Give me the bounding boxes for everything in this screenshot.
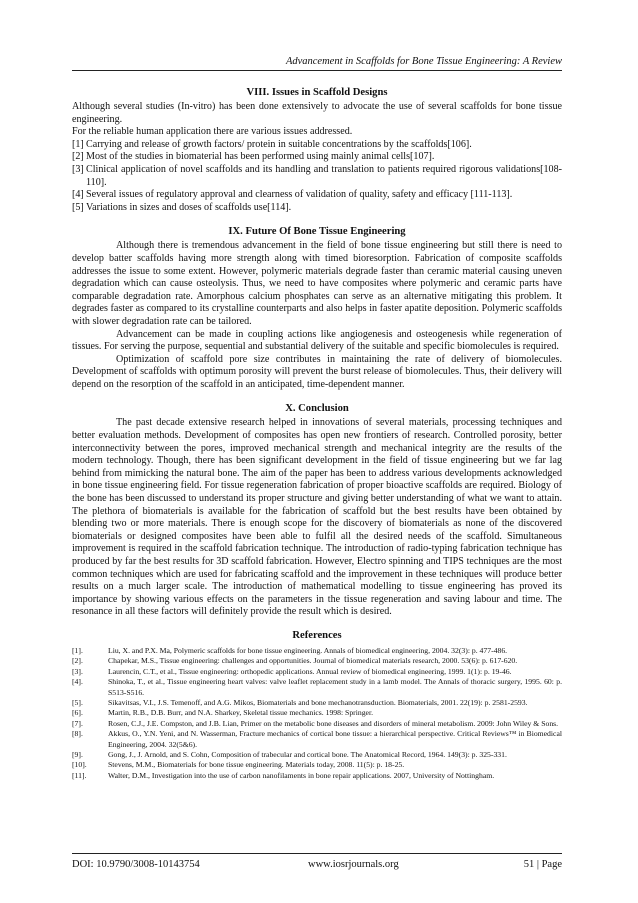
issue-item: [2] Most of the studies in biomaterial has been performed using mainly animal cells[107]. [72, 151, 435, 163]
reference-item: [9]. Gong, J., J. Arnold, and S. Cohn, Composition of trabecular and cortical bone. The Anatomical Record, 1964. 149(3): p. 325-331. [72, 750, 507, 760]
page-footer [72, 858, 562, 872]
section-8-title: VIII. Issues in Scaffold Designs [246, 87, 388, 98]
running-head: Advancement in Scaffolds for Bone Tissue Engineering: A Review [285, 56, 562, 67]
reference-item: [4]. Shinoka, T., et al., Tissue engineering heart valves: valve leaflet replacement study in a lamb model. The Annals of thoracic surgery, 1995. 60: p. S513-S516. [72, 677, 562, 697]
reference-item: [6]. Martin, R.B., D.B. Burr, and N.A. Sharkey, Skeletal tissue mechanics. 1998: Springer. [72, 708, 374, 718]
reference-item: [10]. Stevens, M.M., Biomaterials for bone tissue engineering. Materials today, 2008. 11(5): p. 18-25. [72, 760, 405, 770]
reference-item: [11]. Walter, D.M., Investigation into the use of carbon nanofilaments in bone repair applications. 2007, University of Nottingham. [72, 770, 495, 780]
issue-item: [5] Variations in sizes and doses of scaffolds use[114]. [72, 201, 292, 213]
section-9-paragraph: Optimization of scaffold pore size contributes in maintaining the rate of delivery of biomolecules. Development of scaffolds with optimum porosity will prevent the burst release of biomolecules. Thus, their delivery will depend on the resorption of the scaffold in an anticipated, time-dependent manner. [72, 353, 562, 390]
section-9-paragraph: Advancement can be made in coupling actions like angiogenesis and osteogenesis while regeneration of tissues. For serving the purpose, sequential and substantial delivery of the suitable and specific biomolecules is required. [72, 328, 562, 353]
footer-rule [72, 853, 562, 854]
header-rule [72, 70, 562, 71]
issue-item: [3] Clinical application of novel scaffolds and its handling and translation to patients required rigorous validations[108-110]. [72, 163, 562, 188]
section-8-intro: Although several studies (In-vitro) has been done extensively to advocate the use of several scaffolds for bone tissue engineering. [72, 101, 562, 125]
conclusion-paragraph: The past decade extensive research helped in innovations of several materials, processing techniques and better evaluation methods. Development of composites has open new frontiers of research. Controlled porosity, better interconnectivity between the pores, improved mechanical strength and mechanical integrity are the results of the modern technology. Though, there has been significant development in the field of tissue engineering but we far lag behind from mimicking the natural bone. The aim of the paper has been to address various developments acknowledged in bone tissue engineering field. For tissue regeneration fabrication of proper bioactive scaffolds are required. Biology of the bone has been discussed to understand its proper structure and giving better understanding of what we want to attain. The plethora of biomaterials is available for the fabrication of scaffold but the best results have been obtained by blending two or more materials. There is enough scope for the discovery of biomaterials as none of the discovered biomaterials or designed composites have been able to fulfil all the desired needs of the scaffold. Simultaneous improvement is required in the scaffold fabrication technique. The introduction of radio-typing fabrication technique has produced by far the best results for 3D scaffold fabrication. However, Electro spinning and TIPS techniques are the most common techniques which are used for fabricating scaffold and the improvement in these techniques will produce better results on a much larger scale. The introduction of mathematical modelling to tissue engineering has proved its importance by showing various effects on the parameters in the tissue regeneration and saving labour and time. The resonance in all these factors will definitely provide the result which is desired. [72, 417, 562, 618]
footer-page-number: 51 | Page [523, 859, 562, 870]
section-10-title: X. Conclusion [285, 403, 349, 415]
references-title: References [292, 629, 342, 641]
footer-doi: DOI: 10.9790/3008-10143754 [72, 859, 200, 870]
issue-item: [1] Carrying and release of growth factors/ protein in suitable concentrations by the scaffolds[106]. [72, 138, 472, 150]
reference-item: [2]. Chapekar, M.S., Tissue engineering: challenges and opportunities. Journal of biomedical materials research, 2000. 53(6): p. 617-620. [72, 656, 518, 666]
reference-item: [7]. Rosen, C.J., J.E. Compston, and J.B. Lian, Primer on the metabolic bone diseases and disorders of mineral metabolism. 2009: John Wiley & Sons. [72, 718, 559, 728]
section-9-paragraph: Although there is tremendous advancement in the field of bone tissue engineering but still there is need to develop batter scaffolds having more strength along with timed bioresorption. Fabrication of composite scaffolds addresses the issue to some extent. However, polymeric materials degrade faster than ceramic material causing uneven degradation which can cause osteolysis. Thus, we need to have composites where polymeric and ceramic parts have comparable degradation rate. Amorphous calcium phosphates can serve as an alternative mitigating this problem. It degrades faster as compared to its crystalline counterparts and also helps in faster apatite deposition. Polymeric scaffolds with slower degradation rate can be tailored. [72, 240, 562, 327]
reference-item: [3]. Laurencin, C.T., et al., Tissue engineering: orthopedic applications. Annual review of biomedical engineering, 1999. 1(1): p. 19-46. [72, 666, 512, 676]
issue-item: [4] Several issues of regulatory approval and clearness of validation of quality, safety and efficacy [111-113]. [72, 189, 513, 201]
reference-item: [8]. Akkus, O., Y.N. Yeni, and N. Wasserman, Fracture mechanics of cortical bone tissue: a hierarchical perspective. Critical Reviews™ in Biomedical Engineering, 2004. 32(5&6). [72, 729, 562, 749]
reference-item: [1]. Liu, X. and P.X. Ma, Polymeric scaffolds for bone tissue engineering. Annals of biomedical engineering, 2004. 32(3): p. 477-486. [72, 645, 508, 655]
section-9-title: IX. Future Of Bone Tissue Engineering [228, 226, 406, 238]
page-body [72, 86, 562, 781]
footer-site-link[interactable]: www.iosrjournals.org [308, 859, 399, 870]
section-8-lead: For the reliable human application there are various issues addressed. [72, 126, 353, 138]
reference-item: [5]. Sikavitsas, V.I., J.S. Temenoff, and A.G. Mikos, Biomaterials and bone mechanotransduction. Biomaterials, 2001. 22(19): p. 2581-2593. [72, 698, 528, 707]
